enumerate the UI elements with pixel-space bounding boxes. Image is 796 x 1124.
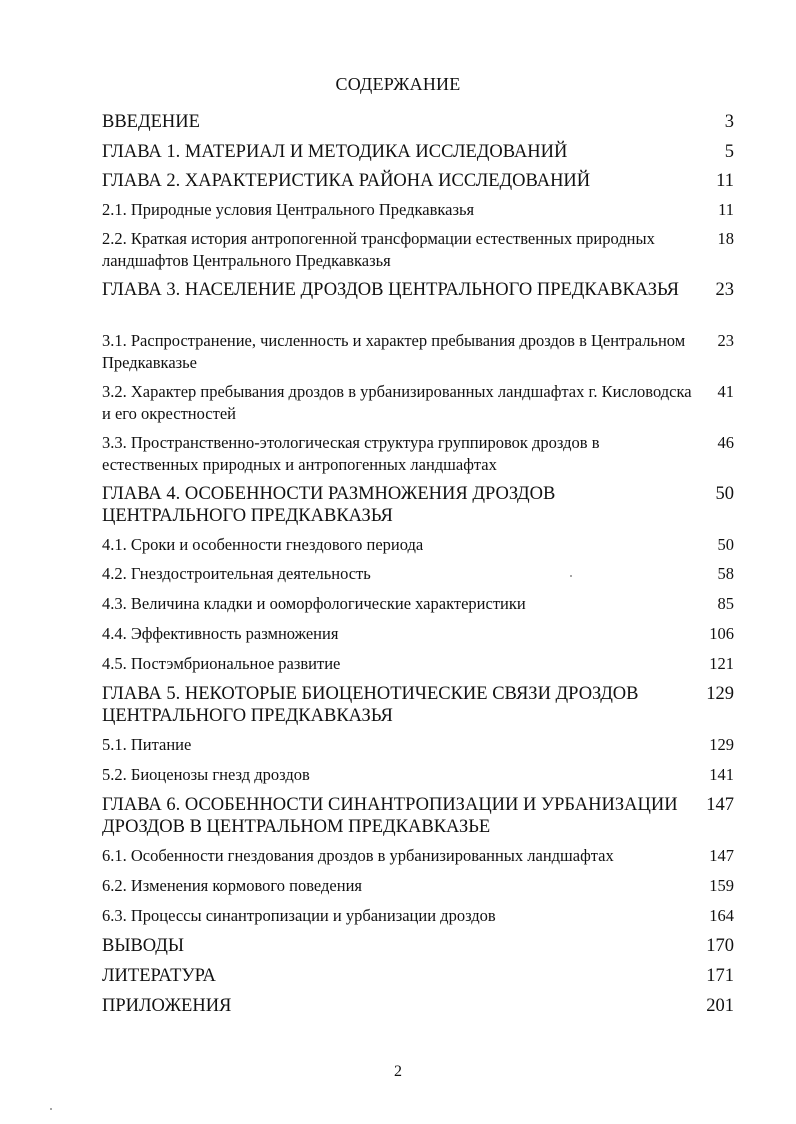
toc-entry-page: 3: [724, 112, 734, 132]
toc-entry-title: 4.1. Сроки и особенности гнездового периода: [102, 535, 424, 554]
toc-entry-title: 5.1. Питание: [102, 735, 192, 754]
toc-entry-page: 147: [706, 795, 734, 815]
toc-entry-title: 2.2. Краткая история антропогенной трансформации естественных природных ландшафтов Центрального Предкавказья: [102, 229, 655, 270]
page-title: СОДЕРЖАНИЕ: [335, 74, 461, 94]
toc-entry-page: 85: [717, 594, 734, 613]
toc-entry-page: 164: [709, 906, 734, 925]
toc-entry-page: 170: [706, 936, 734, 956]
toc-entry-title: 4.2. Гнездостроительная деятельность: [102, 564, 371, 583]
toc-entry-title: 4.4. Эффективность размножения: [102, 624, 339, 643]
toc-entry-title: 6.1. Особенности гнездования дроздов в урбанизированных ландшафтах: [102, 846, 614, 865]
toc-entry-page: 201: [706, 996, 734, 1016]
toc-entry: [102, 330, 734, 374]
toc-entry-title: 4.5. Постэмбриональное развитие: [102, 654, 341, 673]
toc-entry: [102, 111, 734, 133]
toc-entry-title: ВЫВОДЫ: [102, 936, 185, 956]
toc-entry-title: 2.1. Природные условия Центрального Предкавказья: [102, 200, 475, 219]
toc-entry-title: ПРИЛОЖЕНИЯ: [102, 996, 232, 1016]
toc-entry: [102, 623, 734, 645]
toc-entry: [102, 381, 734, 425]
toc-entry: [102, 228, 734, 272]
toc-entry: [102, 432, 734, 476]
toc-entry-page: 141: [709, 765, 734, 784]
toc-entry: [102, 995, 734, 1017]
toc-entry-page: 159: [709, 876, 734, 895]
toc-entry-page: 46: [717, 433, 734, 452]
toc-entry-page: 23: [715, 280, 734, 300]
toc-entry: [102, 279, 734, 301]
toc-entry-title: 3.2. Характер пребывания дроздов в урбанизированных ландшафтах г. Кисловодска и его окрестностей: [102, 382, 692, 423]
toc-entry: [102, 965, 734, 987]
toc-entry-page: 129: [706, 684, 734, 704]
toc-entry-page: 5: [724, 142, 734, 162]
toc-entry-title: ГЛАВА 5. НЕКОТОРЫЕ БИОЦЕНОТИЧЕСКИЕ СВЯЗИ ДРОЗДОВ ЦЕНТРАЛЬНОГО ПРЕДКАВКАЗЬЯ: [102, 684, 639, 726]
toc-entry: [102, 593, 734, 615]
toc-entry: [102, 563, 734, 585]
toc-entry: [102, 483, 734, 527]
toc-entry-title: ГЛАВА 2. ХАРАКТЕРИСТИКА РАЙОНА ИССЛЕДОВАНИЙ: [102, 171, 591, 191]
toc-entry: [102, 794, 734, 838]
toc-entry-title: ВВЕДЕНИЕ: [102, 112, 200, 132]
toc-entry: [102, 683, 734, 727]
toc-entry: [102, 764, 734, 786]
toc-entry: [102, 199, 734, 221]
toc-entry-page: 50: [717, 535, 734, 554]
toc-entry: [102, 534, 734, 556]
scan-speck: [570, 575, 572, 577]
toc-entry-page: 50: [715, 484, 734, 504]
toc-entry: [102, 905, 734, 927]
toc-entry: [102, 170, 734, 192]
toc-entry-page: 129: [709, 735, 734, 754]
toc-entry-title: ГЛАВА 6. ОСОБЕННОСТИ СИНАНТРОПИЗАЦИИ И УРБАНИЗАЦИИ ДРОЗДОВ В ЦЕНТРАЛЬНОМ ПРЕДКАВКАЗЬЕ: [102, 795, 678, 837]
toc-entry: [102, 653, 734, 675]
toc-entry-page: 171: [706, 966, 734, 986]
toc-entry: [102, 845, 734, 867]
toc-entry-title: 4.3. Величина кладки и ооморфологические характеристики: [102, 594, 526, 613]
toc-entry-page: 11: [718, 200, 734, 219]
toc-entry: [102, 141, 734, 163]
toc-entry-title: 3.3. Пространственно-этологическая структура группировок дроздов в естественных природных и антропогенных ландшафтах: [102, 433, 600, 474]
toc-entry-title: 5.2. Биоценозы гнезд дроздов: [102, 765, 310, 784]
toc-entry-title: 6.2. Изменения кормового поведения: [102, 876, 362, 895]
toc-entry: [102, 875, 734, 897]
toc-entry-title: ГЛАВА 3. НАСЕЛЕНИЕ ДРОЗДОВ ЦЕНТРАЛЬНОГО ПРЕДКАВКАЗЬЯ: [102, 280, 679, 300]
toc-entry-page: 58: [717, 564, 734, 583]
toc-entry-page: 121: [709, 654, 734, 673]
toc-entry-title: 3.1. Распространение, численность и характер пребывания дроздов в Центральном Предкавказье: [102, 331, 686, 372]
page-number: 2: [394, 1063, 402, 1080]
toc-entry: [102, 734, 734, 756]
toc-entry: [102, 935, 734, 957]
scan-speck: [50, 1108, 52, 1110]
toc-entry-title: ЛИТЕРАТУРА: [102, 966, 216, 986]
toc-entry-page: 11: [716, 171, 734, 191]
toc-entry-page: 41: [717, 382, 734, 401]
toc-entry-page: 106: [709, 624, 734, 643]
toc-entry-page: 18: [717, 229, 734, 248]
toc-entry-page: 23: [717, 331, 734, 350]
toc-entry-title: 6.3. Процессы синантропизации и урбанизации дроздов: [102, 906, 496, 925]
toc-entry-title: ГЛАВА 4. ОСОБЕННОСТИ РАЗМНОЖЕНИЯ ДРОЗДОВ ЦЕНТРАЛЬНОГО ПРЕДКАВКАЗЬЯ: [102, 484, 556, 526]
toc-entry-page: 147: [709, 846, 734, 865]
toc-entry-title: ГЛАВА 1. МАТЕРИАЛ И МЕТОДИКА ИССЛЕДОВАНИЙ: [102, 142, 568, 162]
